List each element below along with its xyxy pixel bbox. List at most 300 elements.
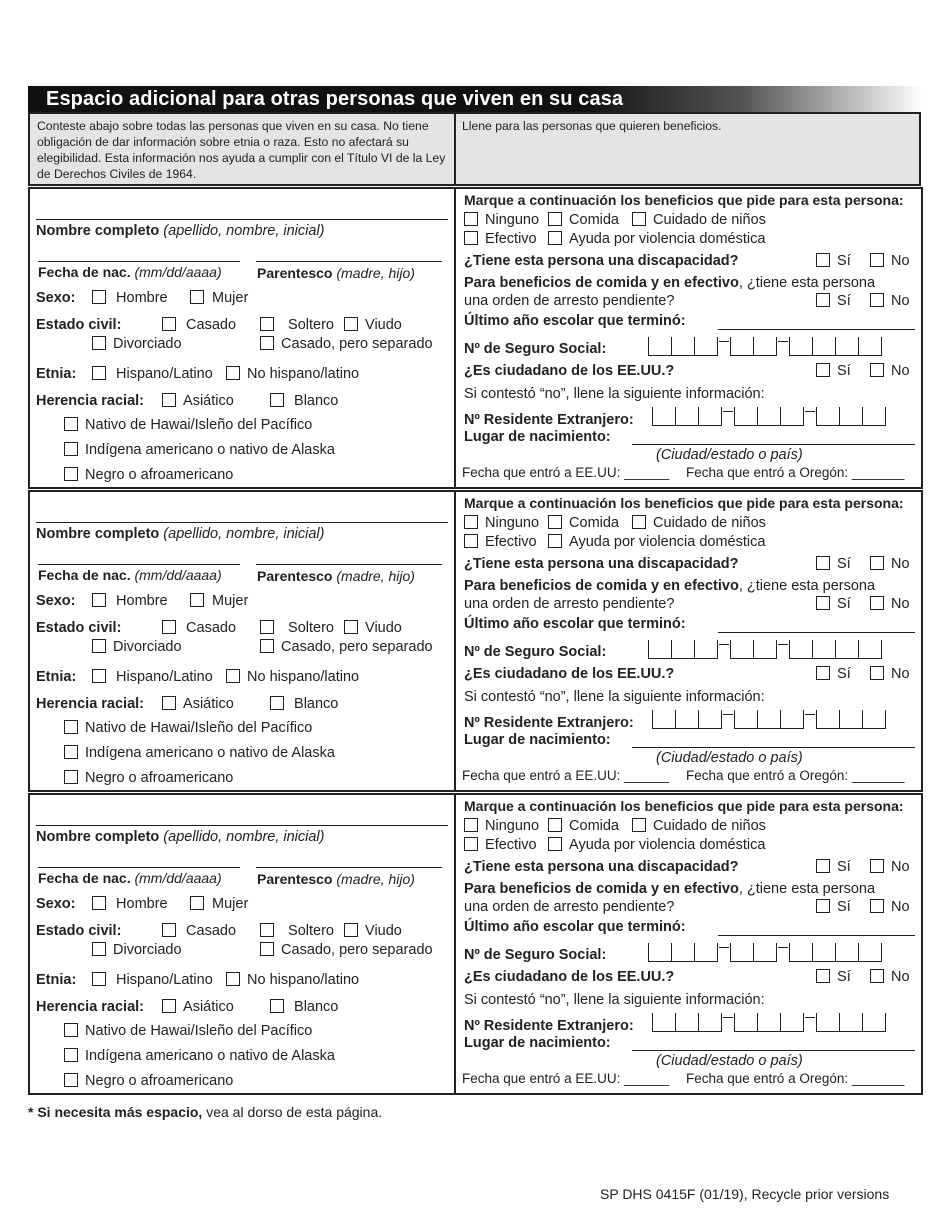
- soltero-option[interactable]: [260, 620, 334, 637]
- no-hispano-checkbox[interactable]: [226, 972, 240, 986]
- fecha-ee: Fecha que entró a EE.UU: ______: [462, 1071, 670, 1086]
- residente-dash: [723, 714, 733, 725]
- no-hispano-option[interactable]: [226, 972, 359, 989]
- separado-label: Casado, pero separado: [281, 639, 433, 655]
- beneficios-label: Marque a continuación los beneficios que pide para esta persona:: [464, 495, 904, 511]
- arresto-bold: Para beneficios de comida y en efectivo: [464, 275, 739, 291]
- hispano-checkbox[interactable]: [92, 972, 106, 986]
- nombre-label-row: [36, 829, 324, 846]
- ciudadano-no-option[interactable]: [870, 363, 910, 380]
- separado-option[interactable]: [260, 336, 433, 353]
- fecha-hint: (mm/dd/aaaa): [134, 264, 222, 280]
- no-hispano-label: No hispano/latino: [247, 669, 360, 685]
- casado-option[interactable]: [162, 317, 236, 334]
- arresto-row: [464, 881, 875, 898]
- efectivo-label: Efectivo: [485, 534, 537, 550]
- hombre-option[interactable]: [92, 593, 168, 610]
- residente-segment-3: [816, 1013, 886, 1032]
- ayuda-checkbox[interactable]: [548, 534, 562, 548]
- etnia-label: Etnia:: [36, 972, 77, 988]
- fecha-or: Fecha que entró a Oregón: _______: [686, 768, 905, 783]
- no-hispano-checkbox[interactable]: [226, 366, 240, 380]
- nombre-hint: (apellido, nombre, inicial): [163, 223, 325, 239]
- indigena-checkbox[interactable]: [64, 442, 78, 456]
- viudo-checkbox[interactable]: [344, 317, 358, 331]
- estado-row: [36, 620, 121, 637]
- arresto-si-option[interactable]: [816, 596, 851, 613]
- no-label: No: [891, 666, 910, 682]
- ninguno-checkbox[interactable]: [464, 818, 478, 832]
- blanco-checkbox[interactable]: [270, 999, 284, 1013]
- ciudadano-no-option[interactable]: [870, 969, 910, 986]
- lugar-line[interactable]: [632, 444, 915, 445]
- soltero-option[interactable]: [260, 317, 334, 334]
- comida-option[interactable]: [548, 515, 619, 532]
- ssn-boxes[interactable]: [648, 640, 882, 659]
- no-label: No: [891, 859, 910, 875]
- ciudadano-si-checkbox[interactable]: [816, 666, 830, 680]
- lugar-line[interactable]: [632, 747, 915, 748]
- comida-checkbox[interactable]: [548, 818, 562, 832]
- mujer-checkbox[interactable]: [190, 593, 204, 607]
- hispano-option[interactable]: [92, 366, 213, 383]
- asiatico-checkbox[interactable]: [162, 696, 176, 710]
- arresto-line2: una orden de arresto pendiente?: [464, 899, 675, 915]
- indigena-checkbox[interactable]: [64, 745, 78, 759]
- ayuda-option[interactable]: [548, 534, 765, 551]
- ssn-segment-2: [730, 337, 777, 356]
- separado-option[interactable]: [260, 639, 433, 656]
- separado-checkbox[interactable]: [260, 639, 274, 653]
- separado-checkbox[interactable]: [260, 942, 274, 956]
- mujer-option[interactable]: [190, 896, 248, 913]
- herencia-row: [36, 393, 144, 410]
- person-block-2: [28, 490, 923, 792]
- ayuda-checkbox[interactable]: [548, 837, 562, 851]
- ssn-segment-2: [730, 943, 777, 962]
- discapacidad-no-option[interactable]: [870, 859, 910, 876]
- fecha-row: [38, 264, 222, 281]
- blanco-option[interactable]: [270, 696, 338, 713]
- arresto-bold: Para beneficios de comida y en efectivo: [464, 881, 739, 897]
- ciudadano-si-option[interactable]: [816, 363, 851, 380]
- cuidado-checkbox[interactable]: [632, 515, 646, 529]
- no-hispano-label: No hispano/latino: [247, 366, 360, 382]
- footnote-rest: vea al dorso de esta página.: [202, 1104, 383, 1120]
- ciudadano-label: ¿Es ciudadano de los EE.UU.?: [464, 969, 675, 985]
- si-label: Sí: [837, 666, 851, 682]
- person-block-3: [28, 793, 923, 1095]
- ciudadano-label: ¿Es ciudadano de los EE.UU.?: [464, 363, 675, 379]
- hispano-option[interactable]: [92, 669, 213, 686]
- arresto-si-checkbox[interactable]: [816, 293, 830, 307]
- indigena-option[interactable]: [64, 745, 335, 762]
- comida-checkbox[interactable]: [548, 515, 562, 529]
- arresto-rest: , ¿tiene esta persona: [738, 881, 876, 897]
- arresto-si-checkbox[interactable]: [816, 596, 830, 610]
- arresto-no-checkbox[interactable]: [870, 293, 884, 307]
- residente-dash: [805, 1017, 815, 1028]
- viudo-label: Viudo: [365, 317, 402, 333]
- blanco-label: Blanco: [294, 696, 339, 712]
- sexo-label: Sexo:: [36, 290, 76, 306]
- nombre-hint: (apellido, nombre, inicial): [163, 526, 325, 542]
- ninguno-option[interactable]: [464, 818, 539, 835]
- ninguno-checkbox[interactable]: [464, 212, 478, 226]
- soltero-option[interactable]: [260, 923, 334, 940]
- ayuda-label: Ayuda por violencia doméstica: [569, 231, 766, 247]
- sexo-label: Sexo:: [36, 896, 76, 912]
- etnia-label: Etnia:: [36, 669, 77, 685]
- asiatico-checkbox[interactable]: [162, 999, 176, 1013]
- estado-label: Estado civil:: [36, 923, 122, 939]
- divorciado-option[interactable]: [92, 639, 182, 656]
- ssn-dash: [719, 341, 729, 352]
- comida-label: Comida: [569, 212, 619, 228]
- cuidado-label: Cuidado de niños: [653, 212, 766, 228]
- fecha-row: [38, 870, 222, 887]
- ssn-segment-1: [648, 640, 718, 659]
- comida-checkbox[interactable]: [548, 212, 562, 226]
- hawai-label: Nativo de Hawai/Isleño del Pacífico: [85, 720, 313, 736]
- casado-label: Casado: [186, 923, 237, 939]
- blanco-option[interactable]: [270, 999, 338, 1016]
- ciudadano-si-checkbox[interactable]: [816, 969, 830, 983]
- etnia-label: Etnia:: [36, 366, 77, 382]
- ciudadano-si-checkbox[interactable]: [816, 363, 830, 377]
- negro-checkbox[interactable]: [64, 1073, 78, 1087]
- relation-line: [256, 867, 442, 868]
- discapacidad-si-checkbox[interactable]: [816, 253, 830, 267]
- hawai-label: Nativo de Hawai/Isleño del Pacífico: [85, 417, 313, 433]
- no-label: No: [891, 363, 910, 379]
- lugar-line[interactable]: [632, 1050, 915, 1051]
- ciudadano-no-checkbox[interactable]: [870, 666, 884, 680]
- soltero-checkbox[interactable]: [260, 923, 274, 937]
- escolar-line[interactable]: [718, 329, 915, 330]
- arresto-no-option[interactable]: [870, 899, 910, 916]
- arresto-line2: una orden de arresto pendiente?: [464, 293, 675, 309]
- seguro-label: Nº de Seguro Social:: [464, 947, 607, 963]
- no-hispano-option[interactable]: [226, 669, 359, 686]
- ssn-dash: [778, 644, 788, 655]
- etnia-row: [36, 972, 76, 989]
- blanco-checkbox[interactable]: [270, 393, 284, 407]
- hombre-checkbox[interactable]: [92, 290, 106, 304]
- escolar-line[interactable]: [718, 935, 915, 936]
- discapacidad-label: ¿Tiene esta persona una discapacidad?: [464, 859, 739, 875]
- ciudadano-label: ¿Es ciudadano de los EE.UU.?: [464, 666, 675, 682]
- contesto-text: Si contestó “no”, llene la siguiente información:: [464, 689, 765, 705]
- ninguno-option[interactable]: [464, 515, 539, 532]
- casado-checkbox[interactable]: [162, 317, 176, 331]
- asiatico-option[interactable]: [162, 696, 234, 713]
- comida-option[interactable]: [548, 212, 619, 229]
- nombre-label: Nombre completo: [36, 223, 160, 239]
- arresto-si-checkbox[interactable]: [816, 899, 830, 913]
- no-hispano-label: No hispano/latino: [247, 972, 360, 988]
- asiatico-label: Asiático: [183, 999, 234, 1015]
- parentesco-hint: (madre, hijo): [336, 568, 415, 584]
- ssn-segment-1: [648, 337, 718, 356]
- residente-boxes[interactable]: [652, 407, 886, 426]
- ayuda-option[interactable]: [548, 837, 765, 854]
- hombre-option[interactable]: [92, 896, 168, 913]
- fecha-ee: Fecha que entró a EE.UU: ______: [462, 465, 670, 480]
- lugar-label: Lugar de nacimiento:: [464, 1035, 611, 1051]
- fecha-label: Fecha de nac.: [38, 870, 131, 886]
- escolar-label: Último año escolar que terminó:: [464, 616, 686, 632]
- parentesco-hint: (madre, hijo): [336, 265, 415, 281]
- ninguno-label: Ninguno: [485, 212, 540, 228]
- relation-line: [256, 261, 442, 262]
- ninguno-label: Ninguno: [485, 515, 540, 531]
- arresto-si-option[interactable]: [816, 899, 851, 916]
- cuidado-checkbox[interactable]: [632, 212, 646, 226]
- divorciado-option[interactable]: [92, 942, 182, 959]
- hispano-option[interactable]: [92, 972, 213, 989]
- blanco-option[interactable]: [270, 393, 338, 410]
- discapacidad-si-checkbox[interactable]: [816, 556, 830, 570]
- arresto-no-option[interactable]: [870, 596, 910, 613]
- hispano-checkbox[interactable]: [92, 366, 106, 380]
- hispano-label: Hispano/Latino: [116, 669, 213, 685]
- divorciado-option[interactable]: [92, 336, 182, 353]
- fecha-row: [38, 567, 222, 584]
- arresto-no-checkbox[interactable]: [870, 899, 884, 913]
- hombre-checkbox[interactable]: [92, 896, 106, 910]
- arresto-row: [464, 578, 875, 595]
- soltero-label: Soltero: [288, 923, 334, 939]
- casado-checkbox[interactable]: [162, 923, 176, 937]
- residente-segment-3: [816, 407, 886, 426]
- hawai-checkbox[interactable]: [64, 417, 78, 431]
- negro-checkbox[interactable]: [64, 467, 78, 481]
- casado-checkbox[interactable]: [162, 620, 176, 634]
- viudo-option[interactable]: [344, 620, 402, 637]
- nombre-hint: (apellido, nombre, inicial): [163, 829, 325, 845]
- ayuda-label: Ayuda por violencia doméstica: [569, 534, 766, 550]
- parentesco-row: [257, 871, 415, 888]
- residente-segment-1: [652, 407, 722, 426]
- residente-dash: [723, 1017, 733, 1028]
- ciudad-hint: (Ciudad/estado o país): [656, 447, 803, 463]
- indigena-option[interactable]: [64, 1048, 335, 1065]
- name-line: [36, 825, 448, 826]
- si-label: Sí: [837, 969, 851, 985]
- ayuda-option[interactable]: [548, 231, 765, 248]
- contesto-text: Si contestó “no”, llene la siguiente información:: [464, 992, 765, 1008]
- si-label: Sí: [837, 596, 851, 612]
- viudo-checkbox[interactable]: [344, 620, 358, 634]
- separado-label: Casado, pero separado: [281, 336, 433, 352]
- mujer-checkbox[interactable]: [190, 290, 204, 304]
- negro-checkbox[interactable]: [64, 770, 78, 784]
- intro-right-text: Llene para las personas que quieren beneficios.: [462, 119, 722, 133]
- fecha-label: Fecha de nac.: [38, 264, 131, 280]
- ssn-dash: [719, 947, 729, 958]
- discapacidad-no-checkbox[interactable]: [870, 556, 884, 570]
- ciudadano-si-option[interactable]: [816, 666, 851, 683]
- si-label: Sí: [837, 363, 851, 379]
- parentesco-label: Parentesco: [257, 568, 333, 584]
- mujer-option[interactable]: [190, 290, 248, 307]
- soltero-checkbox[interactable]: [260, 620, 274, 634]
- discapacidad-no-checkbox[interactable]: [870, 859, 884, 873]
- ssn-boxes[interactable]: [648, 943, 882, 962]
- no-hispano-checkbox[interactable]: [226, 669, 240, 683]
- efectivo-option[interactable]: [464, 837, 537, 854]
- negro-option[interactable]: [64, 1073, 233, 1090]
- cuidado-option[interactable]: [632, 818, 766, 835]
- residente-segment-1: [652, 1013, 722, 1032]
- separado-option[interactable]: [260, 942, 433, 959]
- viudo-option[interactable]: [344, 923, 402, 940]
- arresto-no-checkbox[interactable]: [870, 596, 884, 610]
- fecha-label: Fecha de nac.: [38, 567, 131, 583]
- ciudadano-si-option[interactable]: [816, 969, 851, 986]
- escolar-line[interactable]: [718, 632, 915, 633]
- parentesco-label: Parentesco: [257, 871, 333, 887]
- ayuda-checkbox[interactable]: [548, 231, 562, 245]
- divorciado-checkbox[interactable]: [92, 639, 106, 653]
- discapacidad-si-option[interactable]: [816, 859, 851, 876]
- discapacidad-no-option[interactable]: [870, 556, 910, 573]
- asiatico-checkbox[interactable]: [162, 393, 176, 407]
- no-label: No: [891, 969, 910, 985]
- blanco-checkbox[interactable]: [270, 696, 284, 710]
- herencia-row: [36, 696, 144, 713]
- viudo-option[interactable]: [344, 317, 402, 334]
- no-hispano-option[interactable]: [226, 366, 359, 383]
- ciudadano-no-checkbox[interactable]: [870, 363, 884, 377]
- residente-boxes[interactable]: [652, 1013, 886, 1032]
- discapacidad-no-option[interactable]: [870, 253, 910, 270]
- person-block-1: [28, 187, 923, 489]
- arresto-no-option[interactable]: [870, 293, 910, 310]
- divorciado-checkbox[interactable]: [92, 942, 106, 956]
- soltero-checkbox[interactable]: [260, 317, 274, 331]
- casado-option[interactable]: [162, 923, 236, 940]
- negro-option[interactable]: [64, 770, 233, 787]
- relation-line: [256, 564, 442, 565]
- estado-label: Estado civil:: [36, 317, 122, 333]
- efectivo-checkbox[interactable]: [464, 231, 478, 245]
- si-label: Sí: [837, 859, 851, 875]
- mujer-option[interactable]: [190, 593, 248, 610]
- efectivo-label: Efectivo: [485, 231, 537, 247]
- viudo-checkbox[interactable]: [344, 923, 358, 937]
- herencia-label: Herencia racial:: [36, 999, 145, 1015]
- etnia-row: [36, 366, 76, 383]
- residente-dash: [805, 714, 815, 725]
- ninguno-option[interactable]: [464, 212, 539, 229]
- mujer-checkbox[interactable]: [190, 896, 204, 910]
- dob-line: [38, 261, 240, 262]
- ssn-dash: [719, 644, 729, 655]
- block-divider: [454, 189, 456, 487]
- cuidado-label: Cuidado de niños: [653, 515, 766, 531]
- blanco-label: Blanco: [294, 999, 339, 1015]
- hombre-checkbox[interactable]: [92, 593, 106, 607]
- ssn-boxes[interactable]: [648, 337, 882, 356]
- hawai-checkbox[interactable]: [64, 1023, 78, 1037]
- divorciado-label: Divorciado: [113, 639, 182, 655]
- block-divider: [454, 492, 456, 790]
- separado-checkbox[interactable]: [260, 336, 274, 350]
- indigena-option[interactable]: [64, 442, 335, 459]
- arresto-row: [464, 275, 875, 292]
- cuidado-checkbox[interactable]: [632, 818, 646, 832]
- arresto-rest: , ¿tiene esta persona: [738, 275, 876, 291]
- hawai-option[interactable]: [64, 720, 312, 737]
- asiatico-option[interactable]: [162, 999, 234, 1016]
- beneficios-label: Marque a continuación los beneficios que pide para esta persona:: [464, 798, 904, 814]
- hombre-option[interactable]: [92, 290, 168, 307]
- cuidado-option[interactable]: [632, 515, 766, 532]
- lugar-label: Lugar de nacimiento:: [464, 732, 611, 748]
- estado-row: [36, 317, 121, 334]
- cuidado-option[interactable]: [632, 212, 766, 229]
- arresto-rest: , ¿tiene esta persona: [738, 578, 876, 594]
- ciudadano-no-option[interactable]: [870, 666, 910, 683]
- asiatico-label: Asiático: [183, 393, 234, 409]
- si-label: Sí: [837, 556, 851, 572]
- asiatico-option[interactable]: [162, 393, 234, 410]
- dob-line: [38, 867, 240, 868]
- casado-option[interactable]: [162, 620, 236, 637]
- hawai-label: Nativo de Hawai/Isleño del Pacífico: [85, 1023, 313, 1039]
- beneficios-label: Marque a continuación los beneficios que pide para esta persona:: [464, 192, 904, 208]
- cuidado-label: Cuidado de niños: [653, 818, 766, 834]
- mujer-label: Mujer: [212, 290, 249, 306]
- hawai-option[interactable]: [64, 1023, 312, 1040]
- estado-label: Estado civil:: [36, 620, 122, 636]
- efectivo-label: Efectivo: [485, 837, 537, 853]
- hawai-option[interactable]: [64, 417, 312, 434]
- divorciado-checkbox[interactable]: [92, 336, 106, 350]
- efectivo-option[interactable]: [464, 534, 537, 551]
- residente-segment-2: [734, 1013, 804, 1032]
- discapacidad-si-checkbox[interactable]: [816, 859, 830, 873]
- blanco-label: Blanco: [294, 393, 339, 409]
- hawai-checkbox[interactable]: [64, 720, 78, 734]
- discapacidad-no-checkbox[interactable]: [870, 253, 884, 267]
- ninguno-checkbox[interactable]: [464, 515, 478, 529]
- arresto-si-option[interactable]: [816, 293, 851, 310]
- herencia-label: Herencia racial:: [36, 696, 145, 712]
- ciudadano-no-checkbox[interactable]: [870, 969, 884, 983]
- discapacidad-si-option[interactable]: [816, 556, 851, 573]
- residente-segment-1: [652, 710, 722, 729]
- name-line: [36, 219, 448, 220]
- seguro-label: Nº de Seguro Social:: [464, 341, 607, 357]
- fecha-hint: (mm/dd/aaaa): [134, 870, 222, 886]
- efectivo-checkbox[interactable]: [464, 534, 478, 548]
- efectivo-checkbox[interactable]: [464, 837, 478, 851]
- residente-dash: [723, 411, 733, 422]
- comida-option[interactable]: [548, 818, 619, 835]
- indigena-checkbox[interactable]: [64, 1048, 78, 1062]
- residente-boxes[interactable]: [652, 710, 886, 729]
- hispano-checkbox[interactable]: [92, 669, 106, 683]
- efectivo-option[interactable]: [464, 231, 537, 248]
- negro-label: Negro o afroamericano: [85, 1073, 234, 1089]
- discapacidad-si-option[interactable]: [816, 253, 851, 270]
- negro-option[interactable]: [64, 467, 233, 484]
- viudo-label: Viudo: [365, 620, 402, 636]
- indigena-label: Indígena americano o nativo de Alaska: [85, 442, 335, 458]
